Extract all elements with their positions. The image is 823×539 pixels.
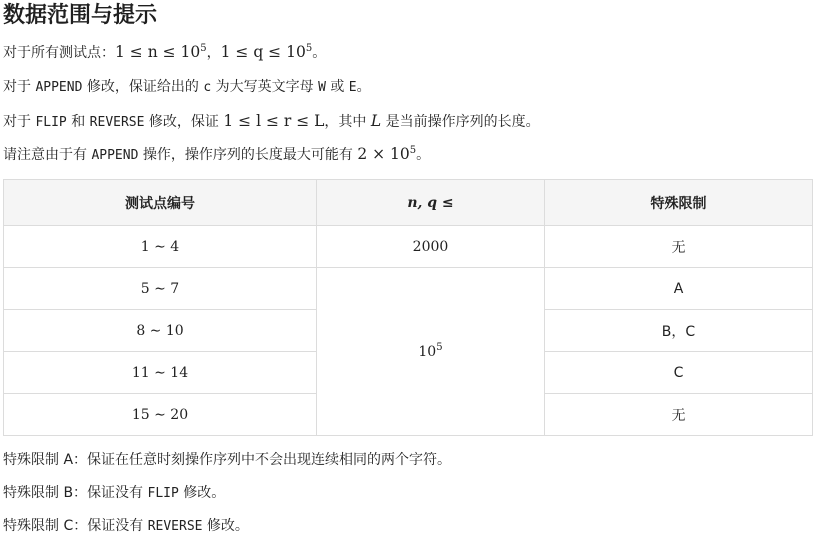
code-c: c <box>203 80 212 95</box>
test-range-cell: 5 ∼ 7 <box>4 268 317 310</box>
table-header-row <box>4 180 813 226</box>
code-reverse: REVERSE <box>147 519 203 534</box>
special-cell: A <box>545 268 813 310</box>
constraint-line-max-length: 请注意由于有 APPEND 操作，操作序列的长度最大可能有 $2 \times 10^5$。 <box>3 145 431 163</box>
note-a-text: 保证在任意时刻操作序列中不会出现连续相同的两个字符。 <box>87 452 452 468</box>
code-flip: FLIP <box>147 486 179 501</box>
code-append: APPEND <box>91 148 139 163</box>
special-cell: C <box>545 352 813 394</box>
code-e: E <box>348 80 357 95</box>
limit-cell-merged: $10^5$ <box>317 268 545 436</box>
constraint-line-append: 对于 APPEND 修改，保证给出的 c 为大写英文字母 W 或 E。 <box>3 79 371 95</box>
special-limit-a-note <box>3 449 451 471</box>
code-w: W <box>318 80 326 95</box>
special-limit-c-note: 特殊限制 C：保证没有 REVERSE 修改。 <box>3 518 249 534</box>
code-flip: FLIP <box>35 115 67 130</box>
n-range-math: $1 \le n \le 10^5$ <box>115 43 207 61</box>
length-symbol-math: L <box>370 112 382 130</box>
header-test-id: 测试点编号 <box>4 180 317 226</box>
special-cell: 无 <box>545 394 813 436</box>
test-range-cell: 8 ∼ 10 <box>4 310 317 352</box>
note-a-label: 特殊限制 A： <box>3 452 88 468</box>
q-range-math: $1 \le q \le 10^5$ <box>220 43 313 61</box>
constraint-line-all <box>3 41 326 63</box>
test-range-cell: 11 ∼ 14 <box>4 352 317 394</box>
table-row <box>4 226 813 268</box>
test-range-cell: 15 ∼ 20 <box>4 394 317 436</box>
special-cell: B，C <box>545 310 813 352</box>
limit-cell: 2000 <box>317 226 545 268</box>
note-c-label: 特殊限制 C： <box>3 518 88 534</box>
section-heading: 数据范围与提示 <box>3 3 158 28</box>
special-cell: 无 <box>545 226 813 268</box>
subtask-table <box>3 179 813 436</box>
line1-prefix: 对于所有测试点： <box>3 45 115 61</box>
table-row <box>4 268 813 310</box>
header-special: 特殊限制 <box>545 180 813 226</box>
note-b-label: 特殊限制 B： <box>3 485 88 501</box>
line1-separator: ， <box>206 45 221 61</box>
constraint-line-flip-reverse: 对于 FLIP 和 REVERSE 修改，保证 1 ≤ l ≤ r ≤ L，其中 L 是当前操作序列的长度。 <box>3 112 540 130</box>
special-limit-b-note: 特殊限制 B：保证没有 FLIP 修改。 <box>3 485 226 501</box>
max-length-math: $2 \times 10^5$ <box>357 145 417 163</box>
test-range-cell: 1 ∼ 4 <box>4 226 317 268</box>
line1-suffix: 。 <box>312 45 327 61</box>
code-reverse: REVERSE <box>89 115 145 130</box>
code-append: APPEND <box>35 80 83 95</box>
header-n-q-limit: n, q ≤ <box>317 180 545 226</box>
l-r-range-math: 1 ≤ l ≤ r ≤ L <box>223 112 325 130</box>
